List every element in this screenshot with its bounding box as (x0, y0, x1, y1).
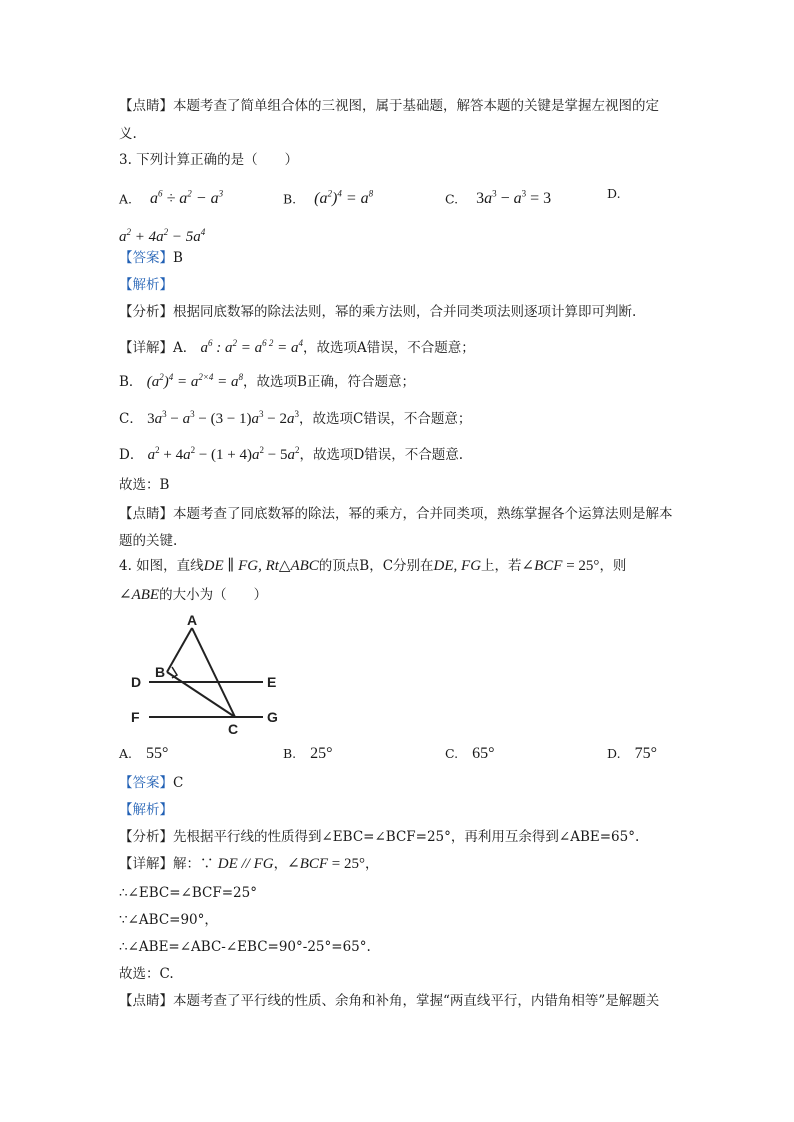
review-tag: 【点睛】 (119, 993, 173, 1009)
review-text-end: 义. (119, 126, 137, 142)
option-math: $a^6 \div a^2 - a^3$ (150, 189, 224, 208)
detail-tag: 【详解】 (119, 856, 173, 872)
detail-b-tail: ，故选项B正确，符合题意； (243, 374, 415, 390)
label-f: F (131, 709, 140, 725)
review-line-2 (119, 124, 137, 144)
q3-option-b (283, 184, 373, 209)
review-text: 本题考查了平行线的性质、余角和补角，掌握“两直线平行，内错角相等”是解题关 (173, 993, 660, 1009)
option-value: 25° (310, 745, 333, 762)
detail-a-tail: ，故选项A错误，不合题意； (303, 340, 475, 356)
q4-option-a (119, 744, 168, 764)
label-b: B (155, 664, 166, 680)
option-value: 65° (472, 745, 495, 762)
q3-detail-c (119, 404, 471, 429)
fenxi-text: 根据同底数幂的除法法则，幂的乘方法则，合并同类项法则逐项计算即可判断. (173, 304, 637, 320)
fenxi-tag: 【分析】 (119, 304, 173, 320)
q3-select: 故选：B (119, 477, 170, 493)
q4-option-d (607, 744, 657, 764)
review-tag: 【点睛】 (119, 506, 173, 522)
review-tag: 【点睛】 (119, 98, 173, 114)
detail-b-label: B． (119, 374, 143, 390)
label-c: C (228, 721, 239, 737)
question-4-stem-2 (119, 585, 267, 605)
answer-value: C (173, 775, 184, 791)
option-value: 75° (634, 745, 657, 762)
option-label: A. (119, 191, 133, 207)
detail-b-math: $(a^2)^4 = a^{2\times 4} = a^8$ (146, 372, 244, 390)
q4-detail-2: ∴∠EBC=∠BCF=25° (119, 885, 257, 901)
option-math: $3a^3 - a^3 = 3$ (476, 189, 552, 208)
stem-math: DE, FG (433, 558, 482, 574)
fenxi-tag: 【分析】 (119, 829, 173, 845)
q3-answer (119, 248, 183, 268)
stem-math: ∠BCF = 25° (521, 558, 600, 574)
q4-fenxi (119, 827, 639, 847)
q3-detail-b (119, 367, 415, 392)
segment-ab (167, 628, 192, 672)
q4-option-c (445, 744, 495, 764)
review-text: 本题考查了同底数幂的除法，幂的乘方，合并同类项，熟练掌握各个运算法则是解本题的关键. (119, 506, 673, 549)
stem-part: 上，若 (481, 558, 522, 574)
option-label: A. (119, 746, 133, 761)
detail-mid: ， (273, 856, 288, 872)
q4-detail-3: ∵∠ABC=90°， (119, 912, 218, 928)
detail-post: ， (365, 856, 379, 872)
option-value: 55° (146, 745, 169, 762)
review-line-1 (119, 96, 659, 116)
detail-math: ∠BCF = 25° (287, 856, 366, 872)
q3-detail-a (119, 333, 475, 358)
q3-option-d (607, 184, 621, 204)
option-label: C. (445, 746, 459, 761)
q4-detail-1 (119, 854, 379, 874)
label-a: A (187, 614, 198, 628)
stem-math: DE ∥ FG, Rt△ABC (203, 558, 319, 574)
option-label: B. (283, 191, 297, 207)
detail-d-tail: ，故选项D错误，不合题意. (299, 447, 464, 463)
detail-tag: 【详解】 (119, 340, 173, 356)
detail-a-label: A． (173, 340, 197, 356)
q4-answer (119, 773, 183, 793)
q3-analysis-tag: 【解析】 (119, 277, 173, 293)
stem-part: 的大小为（ ） (159, 587, 268, 603)
detail-math: DE // FG (217, 856, 274, 872)
fenxi-text: 先根据平行线的性质得到∠EBC=∠BCF=25°，再利用互余得到∠ABE=65°. (173, 829, 640, 845)
question-4-stem-1 (119, 556, 626, 576)
q3-option-d-math: $a^2 + 4a^2 - 5a^4$ (119, 227, 206, 245)
detail-pre: 解：∵ (173, 856, 218, 872)
stem-part: 4. 如图，直线 (119, 558, 204, 574)
stem-math: ∠ABE (119, 587, 160, 603)
option-label: D. (607, 186, 621, 201)
label-g: G (267, 709, 278, 725)
stem-part: 的顶点B，C分别在 (318, 558, 434, 574)
detail-a-math: $a^6$ : $a^2 = a^{6 2} = a^4$ (200, 338, 304, 356)
detail-c-math: $3a^3 - a^3 - (3 - 1)a^3 - 2a^3$ (147, 409, 299, 427)
q4-analysis-tag: 【解析】 (119, 802, 173, 818)
detail-c-label: C． (119, 411, 143, 427)
q4-select: 故选：C. (119, 966, 174, 982)
option-math: $(a^2)^4 = a^8$ (314, 189, 374, 208)
answer-value: B (173, 250, 183, 266)
q3-fenxi (119, 302, 636, 322)
q3-detail-d (119, 440, 463, 465)
option-label: B. (283, 746, 297, 761)
answer-tag: 【答案】 (119, 775, 173, 791)
geometry-figure (119, 614, 289, 742)
q3-review (119, 501, 679, 555)
review-text: 本题考查了简单组合体的三视图，属于基础题，解答本题的关键是掌握左视图的定 (173, 98, 659, 114)
q4-option-b (283, 744, 333, 764)
label-d: D (131, 674, 142, 690)
option-label: C. (445, 191, 459, 207)
detail-d-label: D． (119, 447, 144, 463)
detail-d-math: $a^2 + 4a^2 - (1 + 4)a^2 - 5a^2$ (147, 445, 300, 463)
label-e: E (267, 674, 277, 690)
option-label: D. (607, 746, 621, 761)
q4-detail-4: ∴∠ABE=∠ABC-∠EBC=90°-25°=65°. (119, 939, 371, 955)
stem-part: ，则 (599, 558, 627, 574)
q3-option-c (445, 184, 551, 209)
answer-tag: 【答案】 (119, 250, 173, 266)
q3-option-a (119, 184, 223, 209)
q4-review (119, 991, 659, 1011)
question-3-stem: 3. 下列计算正确的是（ ） (119, 152, 299, 168)
detail-c-tail: ，故选项C错误，不合题意； (299, 411, 472, 427)
